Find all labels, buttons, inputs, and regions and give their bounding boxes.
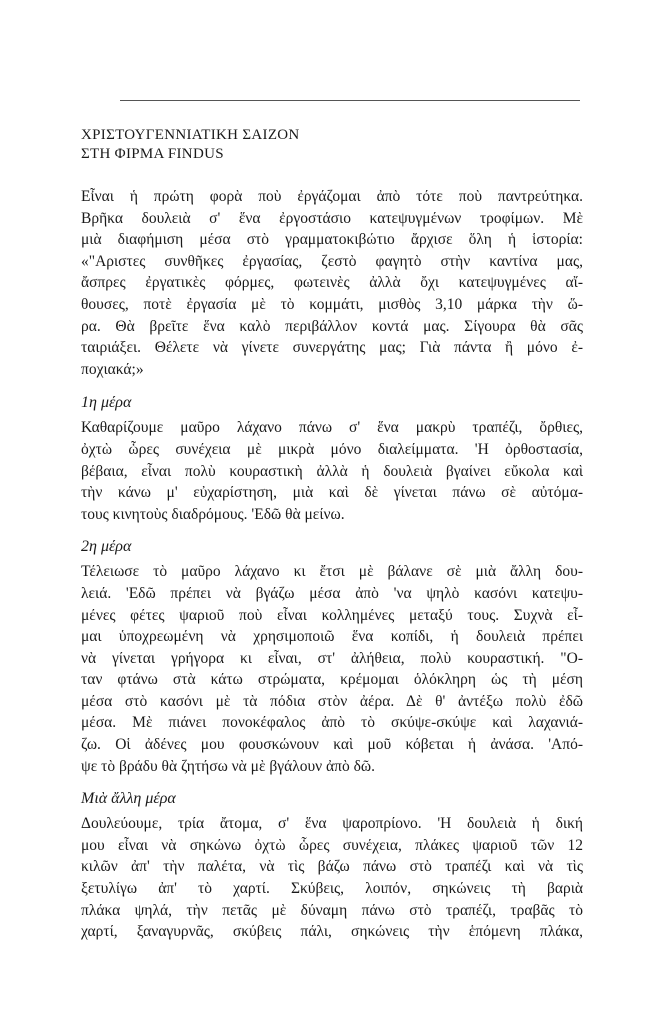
section-title-day2: 2η μέρα	[81, 538, 132, 556]
intro-paragraph	[81, 186, 583, 380]
day2-paragraph	[81, 561, 583, 777]
text-line: μέσα στὸ κασόνι μὲ τὰ πόδια στὸν ἀέρα. Δὲ θ' ἀντέξω πολὺ ἐδῶ	[81, 692, 583, 710]
text-line: Τέλειωσε τὸ μαῦρο λάχανο κι ἔτσι μὲ βάλανε σὲ μιὰ ἄλλη δου-	[81, 563, 583, 581]
text-line: ταν φτάνω στὰ κάτω στρώματα, κρέμομαι ὁλόκληρη ὡς τὴ μέση	[81, 671, 583, 689]
text-line: ταιριάξει. Θέλετε νὰ γίνετε συνεργάτης μας; Γιὰ πάντα ἢ μόνο ἐ-	[81, 339, 583, 357]
text-line: λειά. 'Εδῶ πρέπει νὰ βγάζω μέσα ἀπὸ 'να ψηλὸ κασόνι κατεψυ-	[81, 584, 583, 602]
chapter-heading	[81, 126, 583, 164]
text-line: θουσες, ποτὲ ἐργασία μὲ τὸ κομμάτι, μισθὸς 3,10 μάρκα τὴν ὥ-	[81, 295, 583, 313]
text-line: ἄσπρες ἐργατικὲς φόρμες, φωτεινὲς ἀλλὰ ὄχι κατεψυγμένες αἴ-	[81, 274, 583, 292]
text-line: Καθαρίζουμε μαῦρο λάχανο πάνω σ' ἕνα μακρὺ τραπέζι, ὄρθιες,	[81, 419, 583, 437]
section-title-day1: 1η μέρα	[81, 394, 132, 412]
text-line: «"Αριστες συνθῆκες ἐργασίας, ζεστὸ φαγητὸ στὴν καντίνα μας,	[81, 252, 583, 270]
text-line: ποχιακά;»	[81, 360, 144, 378]
text-line: κιλῶν ἀπ' τὴν παλέτα, νὰ τὶς βάζω πάνω στὸ τραπέζι καὶ νὰ τὶς	[81, 858, 583, 876]
text-line: Δουλεύουμε, τρία ἄτομα, σ' ἕνα ψαροπρίονο. 'Η δουλειὰ ἡ δική	[81, 815, 583, 833]
text-line: Βρῆκα δουλειὰ σ' ἕνα ἐργοστάσιο κατεψυγμένων τροφίμων. Μὲ	[81, 209, 583, 227]
day1-paragraph	[81, 417, 583, 525]
text-line: τους κινητοὺς διαδρόμους. 'Εδῶ θὰ μείνω.	[81, 505, 345, 523]
text-line: τὴν κάνω μ' εὐχαρίστηση, μιὰ καὶ δὲ γίνεται πάνω σὲ αὐτόμα-	[81, 484, 583, 502]
text-line: νὰ γίνεται γρήγορα κι εἶναι, στ' ἀλήθεια, πολὺ κουραστική. "Ο-	[81, 649, 583, 667]
top-rule-divider	[120, 100, 580, 101]
text-block	[81, 126, 583, 943]
text-line: μου εἶναι νὰ σηκώνω ὀχτὼ ὧρες συνέχεια, πλάκες ψαριοῦ τῶν 12	[81, 836, 583, 854]
heading-line: ΧΡΙΣΤΟΥΓΕΝΝΙΑΤΙΚΗ ΣΑΙΖΟΝ	[81, 127, 300, 143]
text-line: μαι ὑποχρεωμένη νὰ χρησιμοποιῶ ἕνα κοπίδι, ἡ δουλειὰ πρέπει	[81, 628, 583, 646]
text-line: μένες φέτες ψαριοῦ ποὺ εἶναι κολλημένες μεταξύ τους. Συχνὰ εἶ-	[81, 606, 583, 624]
text-line: ψε τὸ βράδυ θὰ ζητήσω νὰ μὲ βγάλουν ἀπὸ δῶ.	[81, 757, 375, 775]
another-day-paragraph	[81, 813, 583, 943]
text-line: μιὰ διαφήμιση μέσα στὸ γραμματοκιβώτιο ἄρχισε ὅλη ἡ ἱστορία:	[81, 231, 583, 249]
text-line: βέβαια, εἶναι πολὺ κουραστικὴ ἀλλὰ ἡ δουλειὰ βγαίνει εὔκολα καὶ	[81, 462, 583, 480]
text-line: πλάκα ψηλά, τὴν πετᾶς μὲ δύναμη πάνω στὸ τραπέζι, τραβᾶς τὸ	[81, 901, 583, 919]
section-title-another-day: Μιὰ ἄλλη μέρα	[81, 790, 176, 808]
text-line: Εἶναι ἡ πρώτη φορὰ ποὺ ἐργάζομαι ἀπὸ τότε ποὺ παντρεύτηκα.	[81, 188, 583, 205]
text-line: ζω. Οἱ ἀδένες μου φουσκώνουν καὶ μοῦ κόβεται ἡ ἀνάσα. 'Από-	[81, 736, 583, 754]
text-line: ξετυλίγω ἀπ' τὸ χαρτί. Σκύβεις, λοιπόν, σηκώνεις τὴ βαριὰ	[81, 880, 583, 898]
heading-line: ΣΤΗ ΦΙΡΜΑ FINDUS	[81, 146, 224, 162]
text-line: ὀχτὼ ὧρες συνέχεια μὲ μικρὰ μόνο διαλείμματα. 'Η ὀρθοστασία,	[81, 440, 583, 458]
text-line: χαρτί, ξαναγυρνᾶς, σκύβεις πάλι, σηκώνεις τὴν ἑπόμενη πλάκα,	[81, 923, 583, 941]
text-line: ρα. Θὰ βρεῖτε ἕνα καλὸ περιβάλλον κοντά μας. Σίγουρα θὰ σᾶς	[81, 317, 583, 335]
text-line: μέσα. Μὲ πιάνει πονοκέφαλος ἀπὸ τὸ σκύψε-σκύψε καὶ λαχανιά-	[81, 714, 583, 732]
